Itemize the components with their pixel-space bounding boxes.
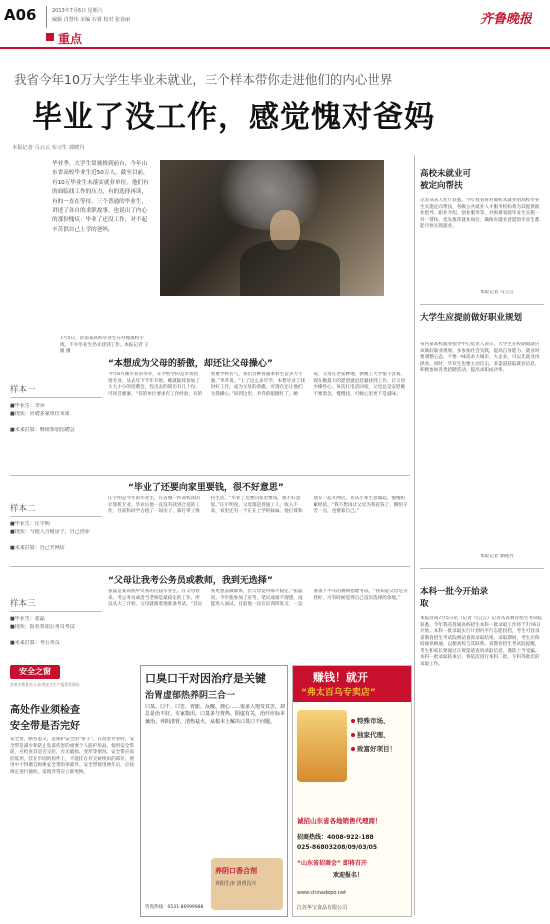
sidebar-1-title: 高校未就业可被定向帮扶 [420, 169, 472, 191]
ad1-stamp-label: 养阴口香合剂 [215, 867, 257, 875]
ad2-feature-1: 特殊市场、 [351, 716, 390, 725]
sample-2-bullet-3: ■未来打算：自己开网店 [10, 545, 65, 551]
ad2-banner [293, 666, 411, 702]
ad2-product-image [297, 710, 347, 782]
ad2-banner-2: “弗太百乌专卖店” [301, 688, 376, 698]
sample-1-bullet-3: ■未来打算：继续参加招聘会 [10, 427, 75, 433]
sample-3-body: 张磊是某高校中文系的应届毕业生。在父母看来，考公务员或者当老师是最稳定的工作，所以从大三开始，父母就催着他准备考试。“其实我更想去做媒体，但父母觉得那不稳定。”张磊说。今年他参加了省考，笔试成绩不理想，没能进入面试。目前他一边在培训班复习，一边准备下半年的教师招聘考试。“我知道父母是为我好，可有时候觉得自己没有选择的余地。” [108, 589, 408, 607]
ad1-title: 口臭口干对因治疗是关键 [145, 672, 266, 685]
ad1-phone: 咨询热线：0531-86999988 [145, 905, 204, 910]
ad2-feature-2: 独家代理、 [351, 730, 390, 739]
sample-3-heading: “父母让我考公务员或教师，我到无选择” [108, 576, 273, 586]
ad2-phone-2: 025-86803208/09/03/05 [297, 844, 378, 851]
ad2-welcome: 欢迎报名！ [333, 872, 364, 879]
ad-oral-health [140, 665, 288, 917]
sidebar-3-title: 本科一批今开始录取 [420, 587, 489, 609]
headline-title: 毕业了没工作，感觉愧对爸妈 [32, 100, 435, 135]
byline: 本报记者 马云云 实习生 郭晓丹 [12, 145, 85, 151]
ad1-subtitle: 治胃虚郁热养阴三合一 [145, 691, 236, 701]
sidebar-1-body: 记者从省人社厅获悉，今年我省将对离校未就业的高校毕业生实施定向帮扶，各级公共就业人才服务机构将为其提供职业指导、职业介绍、创业服务等。对困难家庭毕业生实施一对一帮扶，优先推荐就业岗位，确保有就业意愿的毕业生都能尽快实现就业。 [420, 198, 540, 229]
sample-1-body: 今年6月刚毕业的李乔，在学校学的是市场营销专业。从去年下半年开始，她就陆续参加了大大小小的招聘会，投出去的简历有几十份，可回音寥寥。“有的单位要求有工作经验，有的看重学校名气，我们这种普通本科生竞争力不强。”李乔说。“上了这么多年学，本想毕业了找份好工作，成为父母的骄傲，可现在还让他们为我操心。”说到这里，李乔的眼圈红了。她说，父母在老家种地，供她上大学很不容易，现在她最大的愿望就是赶紧找到工作，让父母少操些心。每次打电话回家，父母总是安慰她不要着急，慢慢找，可她心里更不是滋味。 [108, 372, 406, 397]
side-note: 7月5日，济南某高校毕业生在办理离校手续，不少毕业生仍未找到工作。本报记者 王媛 摄 [60, 336, 149, 354]
ad2-web: www.chinadepo.net [297, 890, 347, 896]
sidebar-2-credit: 本报记者 郭晓丹 [480, 554, 514, 559]
sample-1-bullet-2: ■现状：应聘多家单位未果 [10, 411, 70, 417]
sample-2-body: 庄宇明是今年的毕业生，在省城一所高校读的计算机专业。毕业后他一直没有找到合适的工作，目前和同学合租了一间房子，靠打零工维持生活。“毕业了还要向家里要钱，很不好意思。”庄宇明说，父母都是普通工人，收入不高，家里还有一个正在上学的妹妹。他打算和朋友一起开网店，先从小本生意做起，慢慢积累经验。“我不想再让父母为我花钱了，哪怕辛苦一点，也要靠自己。” [108, 496, 408, 514]
sample-3-bullet-2: ■现状：报名参加公务员考试 [10, 624, 75, 630]
page-number: A06 [4, 6, 37, 24]
sidebar-1-credit: 本报记者 马云云 [480, 290, 514, 295]
safety-title-1: 高处作业须检查 [10, 705, 80, 716]
safety-title-2: 安全带是否完好 [10, 721, 80, 732]
ad2-feature-3: 致富好项目！ [351, 744, 396, 753]
ad1-body: 口臭、口干、口苦、胃胀、反酸、烧心……很多人饱受其苦，却总是治不好。专家指出，口臭多与胃热、阴虚有关，治疗应标本兼治。养阴清胃，清热祛火，从根本上解决口臭口干问题。 [145, 704, 285, 725]
date-line: 2013年7月6日 星期六 [52, 8, 103, 14]
sidebar-3-body: 本报济南7月5日讯（记者 马云云）记者从省教育招生考试院获悉，今年我省普通高校招生本科一批录取工作将于7月6日开始。本科一批录取实行计划内平行志愿投档，考生可登录省教育招生考试院网站查询录取结果。录取期间，考生应保持通讯畅通，以便高校与其联系。省教育招生考试院提醒，考生和家长要通过正规渠道查询录取信息，谨防上当受骗。本科一批录取结束后，将依次进行本科二批、专科等批次的录取工作。 [420, 616, 543, 667]
ad1-stamp-sub: 养阴生津 清胃泻火 [215, 881, 257, 887]
sample-2-heading: “毕业了还要向家里要钱，很不好意思” [128, 483, 284, 493]
news-photo [160, 160, 384, 296]
lead-text: 毕业季，大学生常被推到前台，今年山东省高校毕业生近50万人，截至目前，有10万毕业生未落实就业单位。他们有的面临找工作的压力，有的选择再读，有的一直在等待。三个普通的毕业生，讲述了各自的求职故事，也说出了内心的那份愧疚：毕业了还没工作，对不起辛苦供自己上学的爸妈。 [52, 161, 149, 233]
sample-1-tag: 样本一 [10, 385, 36, 395]
logo: 齐鲁晚报 [480, 12, 533, 27]
editor-line: 编辑 肖慧玮 美编 石睿 校对 张春丽 [52, 17, 130, 23]
sample-1-bullet-1: ■毕业生：李乔 [10, 403, 45, 409]
ad2-company: 江苏华宝食品有限公司 [297, 905, 348, 911]
sample-3-bullet-1: ■毕业生：张磊 [10, 616, 45, 622]
safety-body: 安全带，顾名思义，是保护安全的“带子”。在高处作业时，安全带是减少和防止坠落伤害的重要个人防护用品。使用安全带前，应检查其是否完好，有无破损、变形等情况。安全带应高挂低用，挂在牢固的构件上，不能挂在有尖锐棱角的部位。使用中不得擅自拆换安全带的零部件。安全带使用两年后，应按规定进行抽检，发现异常应立即更换。 [10, 737, 135, 775]
section-marker [46, 33, 54, 41]
sample-3-bullet-3: ■未来打算：考公务员 [10, 640, 60, 646]
ad2-banner-1: 赚钱！就开 [313, 671, 368, 684]
safety-subtitle: 济南市教育局 山东省安全生产监督管理局 [10, 682, 80, 687]
masthead [0, 0, 550, 50]
ad2-invite: “山东省招商会” 即将召开 [297, 860, 367, 867]
ad-franchise [292, 665, 412, 917]
section-title: 重点 [58, 32, 83, 46]
sample-2-bullet-1: ■毕业生：庄宇明 [10, 521, 50, 527]
sample-2-bullet-2: ■现状：与他人合租房子，自己创业 [10, 529, 90, 535]
ad2-slogan: 诚招山东省各地销售代理商！ [297, 817, 382, 825]
sample-2-tag: 样本二 [10, 504, 36, 514]
headline-kicker: 我省今年10万大学生毕业未就业，三个样本带你走进他们的内心世界 [14, 72, 393, 87]
sidebar-2-title: 大学生应提前做好职业规划 [420, 313, 523, 323]
sidebar-2-body: 省内某高校就业指导中心负责人表示，大学生在校期间就应该做好职业规划，多参加社会实践，提高自身能力。就业时要调整心态，不要一味追求大城市、大企业，可以先就业再择业。同时，毕业生也要主动出击，多渠道获取就业信息，积极参加各类招聘活动，提高求职成功率。 [420, 342, 540, 373]
safety-badge: 安全之窗 [10, 665, 60, 679]
safety-box [10, 665, 135, 915]
ad1-stamp [211, 858, 283, 910]
ad2-hotline: 招商热线：4008-922-188 [297, 834, 374, 841]
sample-1-heading: “本想成为父母的骄傲，却还让父母操心” [108, 359, 273, 369]
sample-3-tag: 样本三 [10, 599, 36, 609]
